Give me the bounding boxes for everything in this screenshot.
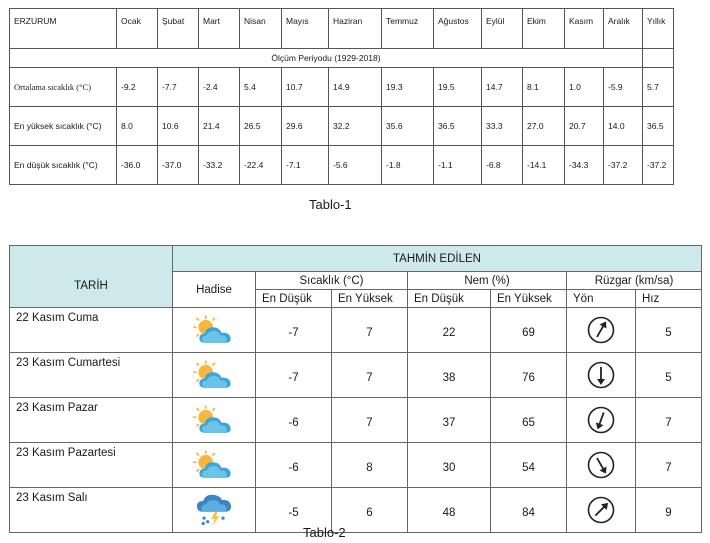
arrow-up-right-icon <box>567 488 636 533</box>
table-cell: -5.9 <box>604 68 643 107</box>
wind-speed: 5 <box>636 353 702 398</box>
table-cell: -33.2 <box>199 146 240 185</box>
table-cell: 8.1 <box>523 68 565 107</box>
table-cell: -37.2 <box>604 146 643 185</box>
table-cell: -7.1 <box>282 146 329 185</box>
max-temp: 7 <box>332 308 408 353</box>
min-humidity: 48 <box>408 488 491 533</box>
max-humidity: 54 <box>491 443 567 488</box>
table-cell: -2.4 <box>199 68 240 107</box>
min-humidity-header: En Düşük <box>408 290 491 308</box>
climate-table <box>9 8 674 185</box>
max-temp: 7 <box>332 398 408 443</box>
forecast-date: 23 Kasım Salı <box>10 488 173 533</box>
forecast-header: TAHMİN EDİLEN <box>173 246 702 272</box>
table-cell: -34.3 <box>565 146 604 185</box>
humidity-header: Nem (%) <box>408 272 567 290</box>
wind-header: Rüzgar (km/sa) <box>567 272 702 290</box>
wind-speed: 7 <box>636 398 702 443</box>
arrow-down-left-icon <box>567 398 636 443</box>
min-humidity: 22 <box>408 308 491 353</box>
table-cell: 36.5 <box>643 107 674 146</box>
month-header: Şubat <box>158 9 199 49</box>
table-cell: -9.2 <box>117 68 158 107</box>
max-temp: 8 <box>332 443 408 488</box>
month-header: Haziran <box>329 9 382 49</box>
table-row <box>10 68 674 107</box>
table-cell: -1.1 <box>434 146 482 185</box>
max-temp: 6 <box>332 488 408 533</box>
partly-cloudy-icon <box>173 443 256 488</box>
partly-cloudy-icon <box>173 353 256 398</box>
arrow-down-icon <box>567 353 636 398</box>
min-temp-header: En Düşük <box>256 290 332 308</box>
period-row <box>10 49 674 68</box>
table-cell: 10.6 <box>158 107 199 146</box>
max-humidity-header: En Yüksek <box>491 290 567 308</box>
month-header: Mart <box>199 9 240 49</box>
table-cell: 1.0 <box>565 68 604 107</box>
min-humidity: 38 <box>408 353 491 398</box>
table-row <box>10 443 702 488</box>
measurement-period: Ölçüm Periyodu (1929-2018) <box>10 49 643 68</box>
max-humidity: 69 <box>491 308 567 353</box>
partly-cloudy-icon <box>173 308 256 353</box>
thunderstorm-rain-icon <box>173 488 256 533</box>
empty-cell <box>643 49 674 68</box>
month-header: Yıllık <box>643 9 674 49</box>
month-header: Ocak <box>117 9 158 49</box>
table-cell: -37.0 <box>158 146 199 185</box>
table-row <box>10 353 702 398</box>
arrow-up-right-icon <box>567 308 636 353</box>
table-cell: -22.4 <box>240 146 282 185</box>
forecast-date: 23 Kasım Pazar <box>10 398 173 443</box>
table-cell: 35.6 <box>382 107 434 146</box>
wind-speed: 7 <box>636 443 702 488</box>
min-temp: -7 <box>256 353 332 398</box>
temperature-header: Sıcaklık (°C) <box>256 272 408 290</box>
table-cell: -36.0 <box>117 146 158 185</box>
date-header: TARİH <box>10 246 173 308</box>
month-header: Ağustos <box>434 9 482 49</box>
table-cell: 19.5 <box>434 68 482 107</box>
table-cell: 14.7 <box>482 68 523 107</box>
month-header: Ekim <box>523 9 565 49</box>
forecast-date: 23 Kasım Cumartesi <box>10 353 173 398</box>
table-cell: 33.3 <box>482 107 523 146</box>
forecast-date: 22 Kasım Cuma <box>10 308 173 353</box>
table-caption: Tablo-1 <box>309 197 352 212</box>
max-humidity: 84 <box>491 488 567 533</box>
min-temp: -5 <box>256 488 332 533</box>
min-humidity: 30 <box>408 443 491 488</box>
min-temp: -7 <box>256 308 332 353</box>
table-cell: -37.2 <box>643 146 674 185</box>
forecast-table <box>9 245 702 533</box>
month-header: Eylül <box>482 9 523 49</box>
wind-speed-header: Hız <box>636 290 702 308</box>
table-cell: -6.8 <box>482 146 523 185</box>
table-cell: 14.0 <box>604 107 643 146</box>
month-header: Mayıs <box>282 9 329 49</box>
forecast-date: 23 Kasım Pazartesi <box>10 443 173 488</box>
table-cell: 8.0 <box>117 107 158 146</box>
table-cell: 21.4 <box>199 107 240 146</box>
month-header: Nisan <box>240 9 282 49</box>
table-cell: 29.6 <box>282 107 329 146</box>
wind-speed: 9 <box>636 488 702 533</box>
table-cell: 5.4 <box>240 68 282 107</box>
row-label: En yüksek sıcaklık (°C) <box>10 107 117 146</box>
event-header: Hadise <box>173 272 256 308</box>
table-cell: 14.9 <box>329 68 382 107</box>
wind-direction-header: Yön <box>567 290 636 308</box>
table-cell: -1.8 <box>382 146 434 185</box>
partly-cloudy-icon <box>173 398 256 443</box>
min-temp: -6 <box>256 398 332 443</box>
table-caption: Tablo-2 <box>303 525 346 540</box>
table-row <box>10 107 674 146</box>
table-cell: 19.3 <box>382 68 434 107</box>
table-cell: 10.7 <box>282 68 329 107</box>
table-cell: 36.5 <box>434 107 482 146</box>
max-temp-header: En Yüksek <box>332 290 408 308</box>
table-header-row <box>10 9 674 49</box>
table-cell: -14.1 <box>523 146 565 185</box>
max-humidity: 76 <box>491 353 567 398</box>
min-humidity: 37 <box>408 398 491 443</box>
table-row <box>10 308 702 353</box>
table-cell: -5.6 <box>329 146 382 185</box>
table-row <box>10 488 702 533</box>
city-name: ERZURUM <box>10 9 117 49</box>
min-temp: -6 <box>256 443 332 488</box>
table-cell: 26.5 <box>240 107 282 146</box>
arrow-down-right-icon <box>567 443 636 488</box>
table-cell: -7.7 <box>158 68 199 107</box>
wind-speed: 5 <box>636 308 702 353</box>
table-row <box>10 146 674 185</box>
month-header: Temmuz <box>382 9 434 49</box>
row-label: En düşük sıcaklık (°C) <box>10 146 117 185</box>
month-header: Kasım <box>565 9 604 49</box>
max-temp: 7 <box>332 353 408 398</box>
row-label: Ortalama sıcaklık (°C) <box>10 68 117 107</box>
table-cell: 27.0 <box>523 107 565 146</box>
table-row <box>10 398 702 443</box>
month-header: Aralık <box>604 9 643 49</box>
table-cell: 5.7 <box>643 68 674 107</box>
table-cell: 32.2 <box>329 107 382 146</box>
table-cell: 20.7 <box>565 107 604 146</box>
max-humidity: 65 <box>491 398 567 443</box>
